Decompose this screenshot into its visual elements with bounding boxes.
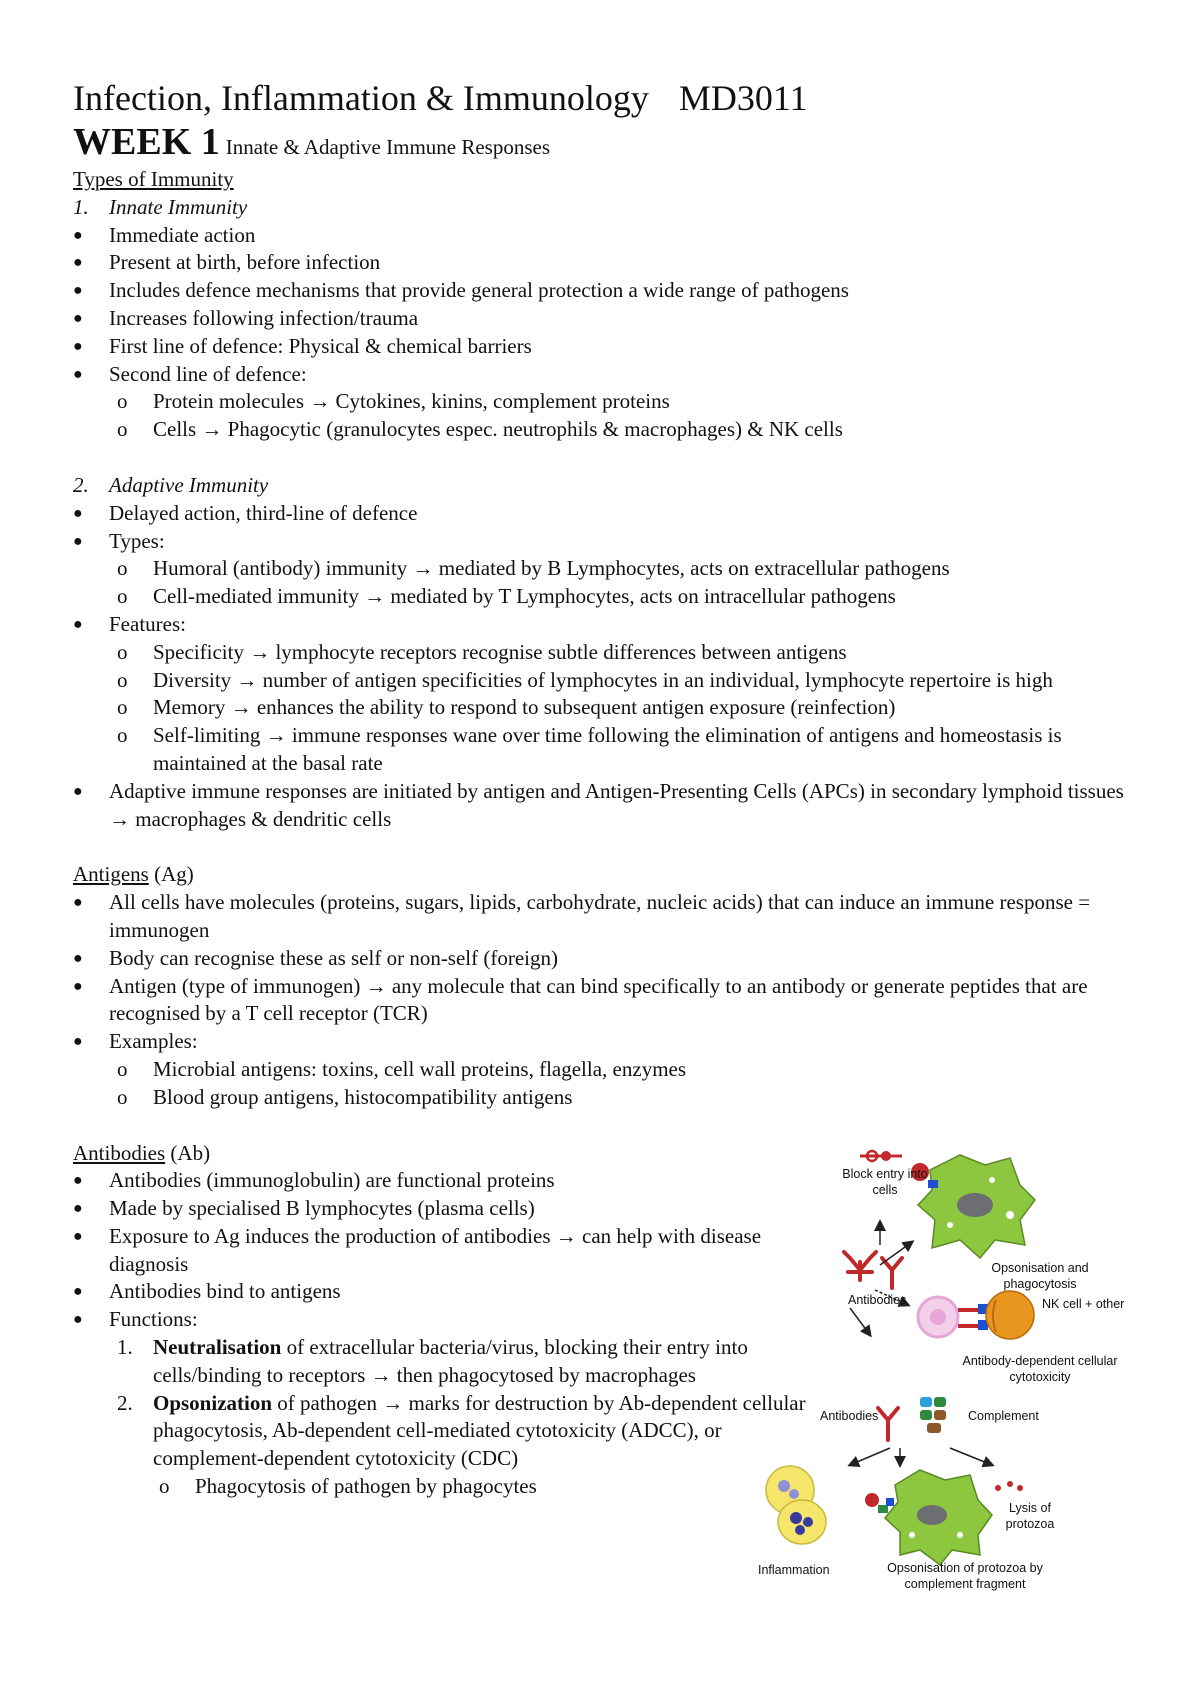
list-item-text: Cells → Phagocytic (granulocytes espec. neutrophils & macrophages) & NK cells [153,417,843,442]
list-item-text: First line of defence: Physical & chemical barriers [109,333,532,358]
innate-title-text: Innate Immunity [109,194,248,219]
bullet-icon: ● [73,254,83,272]
circle-bullet-icon: o [117,723,128,748]
list-item-text: Delayed action, third-line of defence [109,500,418,525]
list-item-text: Blood group antigens, histocompatibility antigens [153,1084,573,1109]
circle-bullet-icon: o [117,695,128,720]
bullet-icon: ● [73,1033,83,1051]
label-opsonisation [980,1260,1100,1292]
sub-list-item [73,639,1133,667]
bullet-icon: ● [73,365,83,383]
adaptive-title-text: Adaptive Immunity [109,472,269,497]
sub-list-item [73,416,1133,444]
function-term: Neutralisation [153,1335,282,1360]
list-item [73,611,1133,639]
adaptive-title [73,472,1133,500]
bullet-icon: ● [73,1227,83,1245]
section-heading-antigens [73,861,1133,889]
circle-bullet-icon: o [117,417,128,442]
label-block-entry [835,1166,935,1198]
label-antibodies-bottom: Antibodies [820,1409,879,1423]
antibody-functions-figure [758,1140,1170,1620]
list-item-text: Antibodies bind to antigens [109,1279,341,1304]
list-item-text: Self-limiting → immune responses wane over time following the elimination of antigens and homeostasis is maintained at the basal rate [153,723,1062,775]
bullet-icon: ● [73,949,83,967]
list-item [73,333,1133,361]
antibodies-heading-suffix: (Ab) [170,1140,211,1165]
bullet-icon: ● [73,1283,83,1301]
bullet-icon: ● [73,282,83,300]
list-item-text: Immediate action [109,222,256,247]
list-item [73,500,1133,528]
list-item-text: Antigen (type of immunogen) → any molecule that can bind specifically to an antibody or generate peptides that are recognised by a T cell receptor (TCR) [109,973,1088,1026]
list-item-text: Increases following infection/trauma [109,305,419,330]
circle-bullet-icon: o [117,389,128,414]
list-item-text: Exposure to Ag induces the production of antibodies → can help with disease diagnosis [109,1223,762,1276]
bullet-icon: ● [73,309,83,327]
label-adcc [955,1353,1125,1385]
label-text: Lysis of protozoa [1005,1501,1055,1531]
list-item-text: Cell-mediated immunity → mediated by T Lymphocytes, acts on intracellular pathogens [153,584,896,609]
list-item-text: Features: [109,611,186,636]
bullet-icon: ● [73,1311,83,1329]
list-item [73,528,1133,556]
list-item-text: Made by specialised B lymphocytes (plasma cells) [109,1196,535,1221]
list-item [73,1223,829,1279]
list-item [73,778,1149,834]
bullet-icon: ● [73,504,83,522]
list-item-text: Adaptive immune responses are initiated by antigen and Antigen-Presenting Cells (APCs) in secondary lymphoid tissues → macrophages & dendritic cells [109,778,1124,831]
list-number: 2. [73,472,89,497]
list-item-text: Microbial antigens: toxins, cell wall proteins, flagella, enzymes [153,1056,687,1081]
list-item [73,249,1133,277]
bullet-icon: ● [73,1200,83,1218]
label-text: Antibody-dependent cellular cytotoxicity [962,1354,1118,1384]
list-item-text: Antibodies (immunoglobulin) are functional proteins [109,1168,555,1193]
antigens-heading: Antigens [73,862,149,887]
list-item-text: Present at birth, before infection [109,250,381,275]
numbered-item [73,1334,823,1390]
bullet-icon: ● [73,782,83,800]
list-number: 1. [117,1335,133,1360]
opsonised-macrophage-icon [865,1470,992,1565]
list-number: 1. [73,194,89,219]
label-inflammation: Inflammation [758,1563,830,1577]
label-lysis [995,1500,1065,1532]
nk-cell-icon [918,1291,1034,1339]
antibody-icon-bottom [878,1408,898,1440]
inflammation-cells-icon [760,1460,840,1550]
sub-list-item [73,555,1133,583]
list-item-text: All cells have molecules (proteins, sugars, lipids, carbohydrate, nucleic acids) that can induce an immune response = immunogen [109,890,1091,942]
week-heading [73,120,550,172]
list-item-text: Includes defence mechanisms that provide general protection a wide range of pathogens [109,278,849,303]
label-text: Block entry into cells [842,1167,928,1197]
list-item [73,973,1119,1029]
section-heading-types: Types of Immunity [73,167,234,191]
lysis-icon [995,1481,1023,1491]
list-item-text: Humoral (antibody) immunity → mediated by B Lymphocytes, acts on extracellular pathogens [153,556,950,581]
label-text: Opsonisation and phagocytosis [991,1261,1089,1291]
list-item-text: Diversity → number of antigen specificities of lymphocytes in an individual, lymphocyte repertoire is high [153,667,1053,692]
numbered-item [73,1390,833,1473]
course-title: Infection, Inflammation & Immunology [73,78,649,118]
course-title-line [73,76,808,120]
innate-title [73,194,1133,222]
sub-list-item [73,694,1133,722]
circle-bullet-icon: o [117,556,128,581]
function-term: Opsonization [153,1390,273,1415]
antibodies-icon [844,1252,902,1288]
bullet-icon: ● [73,337,83,355]
list-item-text: Memory → enhances the ability to respond to subsequent antigen exposure (reinfection) [153,695,896,720]
label-opsonisation-protozoa [880,1560,1050,1592]
list-item [73,305,1133,333]
list-item [73,277,1133,305]
antibodies-heading: Antibodies [73,1140,166,1165]
list-item-text: Phagocytosis of pathogen by phagocytes [195,1474,537,1499]
list-item [73,945,1133,973]
circle-bullet-icon: o [117,667,128,692]
label-complement: Complement [968,1409,1039,1423]
sub-list-item [73,583,1133,611]
sub-list-item [73,388,1133,416]
label-nk-cell: NK cell + other [1042,1297,1125,1311]
list-item [73,1028,1133,1056]
list-item-text: Types: [109,528,165,553]
list-item [73,222,1133,250]
antigens-heading-suffix: (Ag) [154,862,194,887]
bullet-icon: ● [73,977,83,995]
bullet-icon: ● [73,894,83,912]
list-item-text: Body can recognise these as self or non-self (foreign) [109,945,559,970]
list-item [73,889,1109,945]
list-item-text: Specificity → lymphocyte receptors recognise subtle differences between antigens [153,639,847,664]
list-item-text: Second line of defence: [109,361,307,386]
list-number: 2. [117,1390,133,1415]
bullet-icon: ● [73,532,83,550]
sub-list-item [73,722,1153,778]
bullet-icon: ● [73,615,83,633]
sub-list-item [73,1084,1133,1112]
sub-list-item [73,667,1200,695]
circle-bullet-icon: o [117,639,128,664]
list-item [73,361,1133,389]
circle-bullet-icon: o [117,1084,128,1109]
circle-bullet-icon: o [159,1474,170,1499]
week-topic: Innate & Adaptive Immune Responses [225,135,551,159]
list-item-text: Examples: [109,1029,198,1054]
function-text: of extracellular bacteria/virus, blocking their entry into cells/binding to receptors → then phagocytosed by macrophages [153,1335,748,1387]
label-antibodies-top: Antibodies [848,1293,907,1307]
bullet-icon: ● [73,226,83,244]
sub-list-item [73,1056,1133,1084]
complement-icon [920,1397,946,1433]
label-text: Opsonisation of protozoa by complement fragment [887,1561,1043,1591]
course-code: MD3011 [678,78,808,118]
list-item-text: Protein molecules → Cytokines, kinins, complement proteins [153,389,670,414]
bullet-icon: ● [73,1172,83,1190]
circle-bullet-icon: o [117,1056,128,1081]
function-text: of pathogen → marks for destruction by Ab-dependent cellular phagocytosis, Ab-dependent cell-mediated cytotoxicity (ADCC), or complement-dependent cytotoxicity (CDC) [153,1390,806,1471]
week-label: WEEK 1 [73,121,220,163]
circle-bullet-icon: o [117,584,128,609]
list-item-text: Functions: [109,1307,198,1332]
blocked-entry-icon [860,1151,902,1161]
